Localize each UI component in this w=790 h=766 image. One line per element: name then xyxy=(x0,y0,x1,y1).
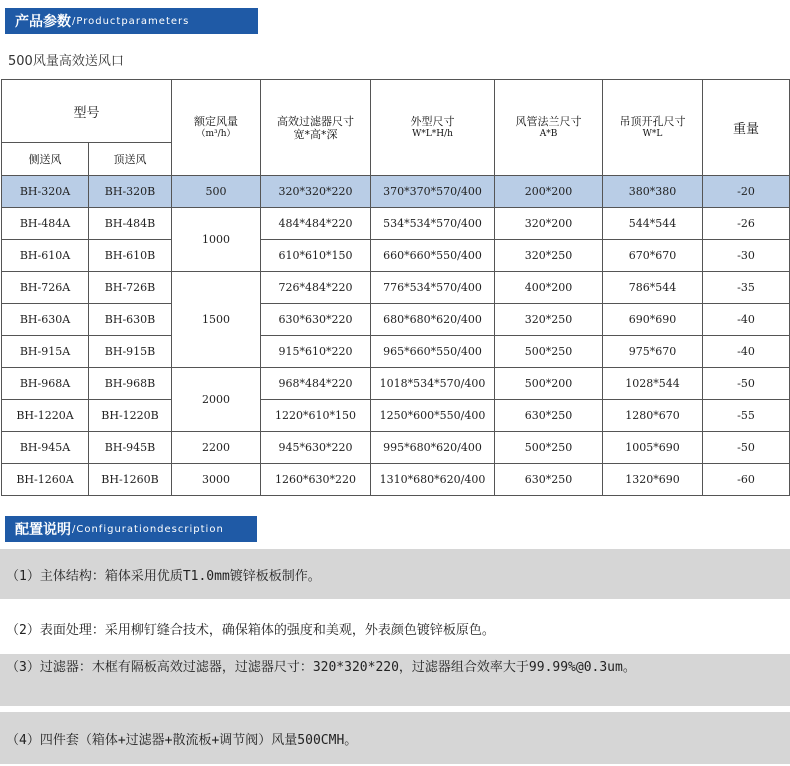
header-filter-label: 高效过滤器尺寸 xyxy=(277,114,355,128)
cell-side-model: BH-610A xyxy=(2,240,89,272)
table-row xyxy=(2,272,790,304)
spec-table xyxy=(1,79,790,496)
cell-top-model: BH-1220B xyxy=(89,400,172,432)
cell-ceiling: 1320*690 xyxy=(603,464,703,496)
cell-outer: 370*370*570/400 xyxy=(371,176,495,208)
table-row xyxy=(2,464,790,496)
cell-airflow: 3000 xyxy=(172,464,261,496)
cell-top-model: BH-1260B xyxy=(89,464,172,496)
cell-side-model: BH-1260A xyxy=(2,464,89,496)
cell-weight: -30 xyxy=(703,240,790,272)
cell-side-model: BH-968A xyxy=(2,368,89,400)
header-airflow-unit: （m³/h） xyxy=(196,128,236,139)
header-top-supply: 顶送风 xyxy=(89,143,172,176)
cell-outer: 680*680*620/400 xyxy=(371,304,495,336)
cell-flange: 320*250 xyxy=(495,240,603,272)
cell-airflow: 2000 xyxy=(172,368,261,432)
table-row xyxy=(2,176,790,208)
cell-outer: 660*660*550/400 xyxy=(371,240,495,272)
cell-ceiling: 975*670 xyxy=(603,336,703,368)
cell-filter: 320*320*220 xyxy=(261,176,371,208)
cell-weight: -60 xyxy=(703,464,790,496)
header-airflow-label: 额定风量 xyxy=(194,114,239,128)
cell-top-model: BH-968B xyxy=(89,368,172,400)
description-kit: （4）四件套（箱体+过滤器+散流板+调节阀）风量500CMH。 xyxy=(0,712,790,764)
banner-subtitle: /Configurationdescription xyxy=(72,523,224,535)
header-flange xyxy=(495,80,603,176)
cell-filter: 726*484*220 xyxy=(261,272,371,304)
header-outer-label: 外型尺寸 xyxy=(410,114,455,128)
cell-weight: -55 xyxy=(703,400,790,432)
table-row xyxy=(2,368,790,400)
description-surface: （2）表面处理：采用柳钉缝合技术，确保箱体的强度和美观，外表颜色镀锌板原色。 xyxy=(6,622,495,638)
cell-top-model: BH-484B xyxy=(89,208,172,240)
cell-outer: 995*680*620/400 xyxy=(371,432,495,464)
cell-side-model: BH-1220A xyxy=(2,400,89,432)
header-flange-sub: A*B xyxy=(539,128,558,139)
table-row xyxy=(2,432,790,464)
header-filter-sub: 宽*高*深 xyxy=(293,127,338,141)
cell-weight: -26 xyxy=(703,208,790,240)
header-weight: 重量 xyxy=(703,80,790,176)
cell-ceiling: 1028*544 xyxy=(603,368,703,400)
description-filter: （3）过滤器：木框有隔板高效过滤器，过滤器尺寸：320*320*220，过滤器组合效率大于99.99%@0.3um。 xyxy=(0,654,790,706)
cell-filter: 1260*630*220 xyxy=(261,464,371,496)
cell-flange: 400*200 xyxy=(495,272,603,304)
cell-ceiling: 786*544 xyxy=(603,272,703,304)
cell-ceiling: 1280*670 xyxy=(603,400,703,432)
cell-top-model: BH-610B xyxy=(89,240,172,272)
cell-ceiling: 690*690 xyxy=(603,304,703,336)
cell-filter: 968*484*220 xyxy=(261,368,371,400)
product-parameters-banner xyxy=(5,8,258,34)
cell-top-model: BH-726B xyxy=(89,272,172,304)
banner-title: 产品参数 xyxy=(15,14,71,30)
cell-outer: 965*660*550/400 xyxy=(371,336,495,368)
cell-outer: 776*534*570/400 xyxy=(371,272,495,304)
cell-filter: 484*484*220 xyxy=(261,208,371,240)
cell-flange: 320*250 xyxy=(495,304,603,336)
cell-airflow: 2200 xyxy=(172,432,261,464)
cell-flange: 630*250 xyxy=(495,464,603,496)
table-row xyxy=(2,336,790,368)
cell-flange: 500*250 xyxy=(495,432,603,464)
cell-flange: 200*200 xyxy=(495,176,603,208)
cell-flange: 500*200 xyxy=(495,368,603,400)
cell-flange: 630*250 xyxy=(495,400,603,432)
cell-side-model: BH-915A xyxy=(2,336,89,368)
header-side-supply: 侧送风 xyxy=(2,143,89,176)
cell-weight: -50 xyxy=(703,432,790,464)
cell-weight: -40 xyxy=(703,304,790,336)
banner-title: 配置说明 xyxy=(15,522,71,538)
header-outer-sub: W*L*H/h xyxy=(412,128,453,139)
cell-filter: 915*610*220 xyxy=(261,336,371,368)
cell-outer: 1250*600*550/400 xyxy=(371,400,495,432)
cell-weight: -20 xyxy=(703,176,790,208)
cell-filter: 610*610*150 xyxy=(261,240,371,272)
configuration-description-banner xyxy=(5,516,257,542)
cell-ceiling: 670*670 xyxy=(603,240,703,272)
cell-weight: -50 xyxy=(703,368,790,400)
cell-weight: -35 xyxy=(703,272,790,304)
table-row xyxy=(2,240,790,272)
header-model: 型号 xyxy=(2,80,172,143)
cell-top-model: BH-945B xyxy=(89,432,172,464)
cell-outer: 534*534*570/400 xyxy=(371,208,495,240)
cell-side-model: BH-945A xyxy=(2,432,89,464)
table-row xyxy=(2,304,790,336)
header-ceiling-label: 吊顶开孔尺寸 xyxy=(619,114,686,128)
cell-airflow: 500 xyxy=(172,176,261,208)
cell-airflow: 1000 xyxy=(172,208,261,272)
header-airflow xyxy=(172,80,261,176)
cell-ceiling: 1005*690 xyxy=(603,432,703,464)
table-row xyxy=(2,208,790,240)
cell-side-model: BH-630A xyxy=(2,304,89,336)
cell-weight: -40 xyxy=(703,336,790,368)
header-ceiling-sub: W*L xyxy=(642,128,663,139)
header-flange-label: 风管法兰尺寸 xyxy=(515,114,582,128)
cell-top-model: BH-915B xyxy=(89,336,172,368)
header-ceiling xyxy=(603,80,703,176)
cell-flange: 500*250 xyxy=(495,336,603,368)
cell-filter: 1220*610*150 xyxy=(261,400,371,432)
cell-ceiling: 544*544 xyxy=(603,208,703,240)
header-filter xyxy=(261,80,371,176)
cell-ceiling: 380*380 xyxy=(603,176,703,208)
cell-side-model: BH-320A xyxy=(2,176,89,208)
cell-side-model: BH-726A xyxy=(2,272,89,304)
cell-outer: 1310*680*620/400 xyxy=(371,464,495,496)
cell-top-model: BH-320B xyxy=(89,176,172,208)
cell-outer: 1018*534*570/400 xyxy=(371,368,495,400)
cell-filter: 945*630*220 xyxy=(261,432,371,464)
header-outer xyxy=(371,80,495,176)
description-structure: （1）主体结构：箱体采用优质T1.0mm镀锌板板制作。 xyxy=(0,549,790,599)
cell-filter: 630*630*220 xyxy=(261,304,371,336)
banner-subtitle: /Productparameters xyxy=(72,15,190,27)
product-subtitle: 500风量高效送风口 xyxy=(8,54,124,69)
cell-top-model: BH-630B xyxy=(89,304,172,336)
cell-airflow: 1500 xyxy=(172,272,261,368)
cell-side-model: BH-484A xyxy=(2,208,89,240)
cell-flange: 320*200 xyxy=(495,208,603,240)
table-row xyxy=(2,400,790,432)
